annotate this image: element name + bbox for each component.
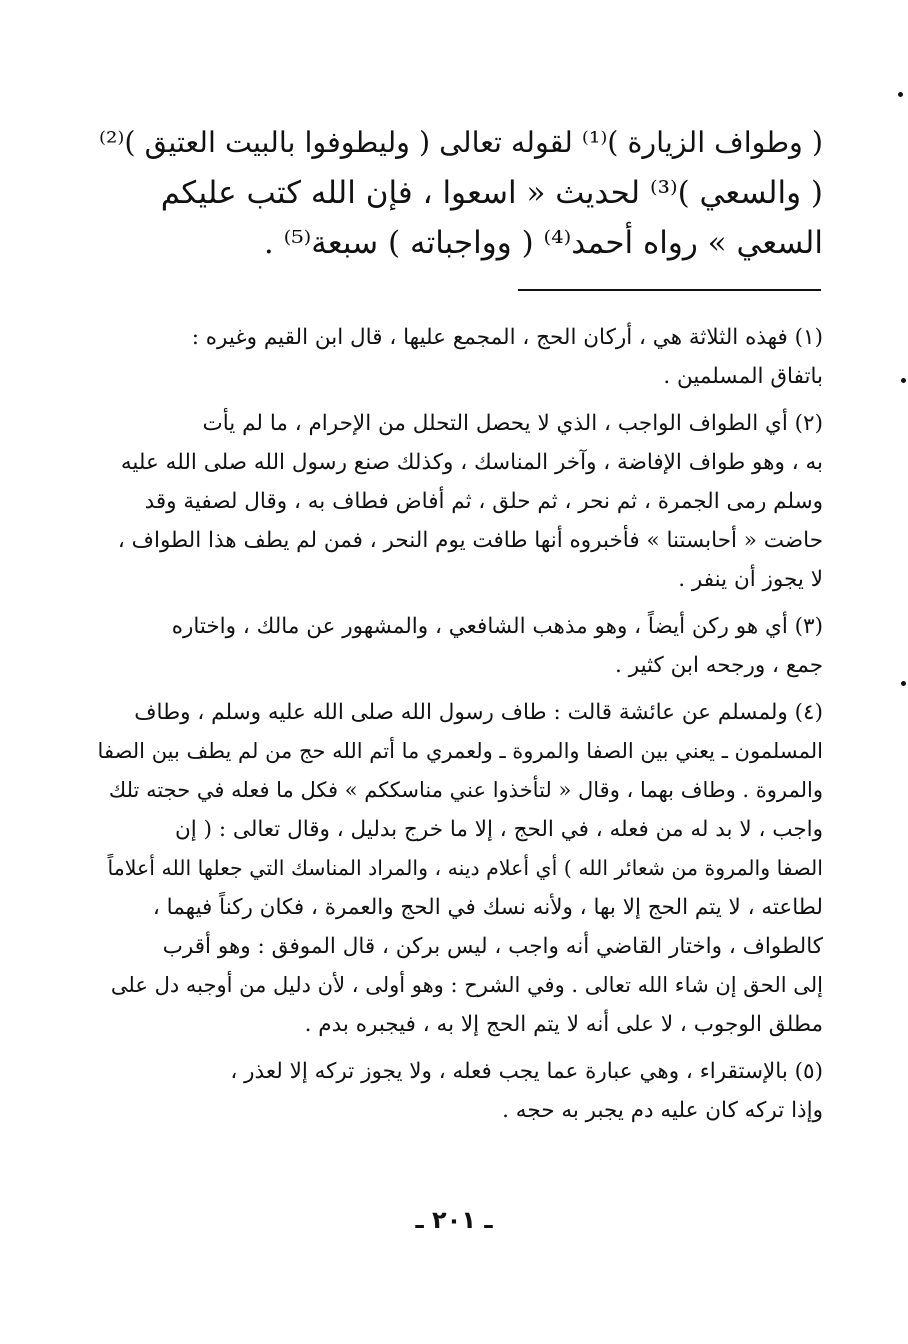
footnote-line: كالطواف ، واختار القاضي أنه واجب ، ليس بركن ، قال الموفق : وهو أقرب	[162, 934, 823, 959]
footnote-line: لطاعته ، لا يتم الحج إلا بها ، ولأنه نسك في الحج والعمرة ، فكان ركناً فيهما ،	[152, 895, 823, 920]
footnote-line: والمروة . وطاف بهما ، وقال « لتأخذوا عني مناسككم » فكل ما فعله في حجته تلك	[108, 778, 823, 802]
margin-dot	[901, 681, 906, 686]
footnote-3	[95, 607, 823, 685]
footnote-5	[95, 1052, 823, 1130]
main-text-line: السعي » رواه أحمد⁽⁴⁾ ( وواجباته ) سبعة⁽⁵⁾ .	[263, 225, 823, 261]
main-text	[95, 118, 823, 268]
footnote-1	[95, 318, 823, 396]
footnote-line: واجب ، لا بد له من فعله ، في الحج ، إلا ما خرج بدليل ، وقال تعالى : ( إن	[175, 817, 823, 842]
footnote-line: (٥) بالإستقراء ، وهي عبارة عما يجب فعله ، ولا يجوز تركه إلا لعذر ،	[230, 1059, 823, 1084]
footnote-line: وإذا تركه كان عليه دم يجبر به حجه .	[502, 1098, 823, 1123]
footnote-line: (٣) أي هو ركن أيضاً ، وهو مذهب الشافعي ، والمشهور عن مالك ، واختاره	[171, 614, 823, 639]
footnote-line: به ، وهو طواف الإفاضة ، وآخر المناسك ، وكذلك صنع رسول الله صلى الله عليه	[120, 450, 823, 475]
footnote-divider	[518, 289, 821, 291]
margin-dot	[901, 378, 906, 383]
footnote-line: باتفاق المسلمين .	[663, 364, 823, 389]
footnote-line: جمع ، ورجحه ابن كثير .	[615, 653, 823, 678]
margin-dot	[898, 92, 903, 97]
footnote-line: مطلق الوجوب ، لا على أنه لا يتم الحج إلا به ، فيجبره بدم .	[304, 1012, 823, 1037]
footnote-line: (١) فهذه الثلاثة هي ، أركان الحج ، المجمع عليها ، قال ابن القيم وغيره :	[191, 325, 823, 350]
main-text-line: ( والسعي )⁽³⁾ لحديث « اسعوا ، فإن الله كتب عليكم	[160, 175, 823, 211]
footnote-4	[95, 693, 823, 1044]
page-number: ـ ٢٠١ ـ	[415, 1206, 493, 1234]
footnote-line: لا يجوز أن ينفر .	[678, 567, 823, 592]
main-text-line: ( وطواف الزيارة )⁽¹⁾ لقوله تعالى ( وليطوفوا بالبيت العتيق )⁽²⁾	[98, 126, 823, 159]
footnote-line: إلى الحق إن شاء الله تعالى . وفي الشرح : وهو أولى ، لأن دليل من أوجبه دل على	[110, 973, 823, 997]
footnote-line: حاضت « أحابستنا » فأخبروه أنها طافت يوم النحر ، فمن لم يطف هذا الطواف ،	[117, 528, 823, 553]
footnote-line: الصفا والمروة من شعائر الله ) أي أعلام دينه ، والمراد المناسك التي جعلها الله أعلاماً	[107, 856, 823, 880]
footnote-2	[95, 404, 823, 599]
footnotes	[95, 318, 823, 1138]
footnote-line: (٢) أي الطواف الواجب ، الذي لا يحصل التحلل من الإحرام ، ما لم يأت	[202, 411, 823, 436]
footnote-line: المسلمون ـ يعني بين الصفا والمروة ـ ولعمري ما أتم الله حج من لم يطف بين الصفا	[97, 739, 823, 763]
footnote-line: (٤) ولمسلم عن عائشة قالت : طاف رسول الله صلى الله عليه وسلم ، وطاف	[134, 700, 823, 725]
footnote-line: وسلم رمى الجمرة ، ثم نحر ، ثم حلق ، ثم أفاض فطاف به ، وقال لصفية وقد	[144, 489, 823, 514]
